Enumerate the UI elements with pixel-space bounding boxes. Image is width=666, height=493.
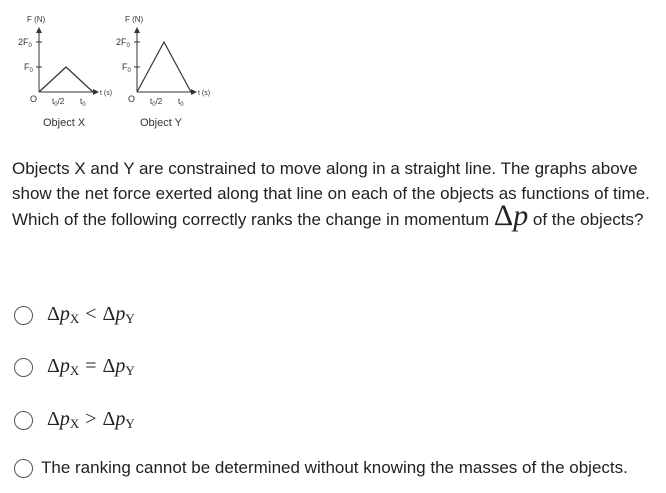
svg-text:F (N) bbox=[27, 15, 46, 24]
tick-label-t0-half: $t_0/2$ bbox=[150, 97, 163, 108]
delta-p-symbol: Δp bbox=[493, 199, 529, 232]
option-4[interactable] bbox=[14, 458, 628, 478]
x-axis-label: t (s) bbox=[100, 90, 113, 97]
tick-label-f0: $F_0$ bbox=[122, 62, 131, 74]
tick-label-2f0: $2F_0$ bbox=[18, 37, 32, 49]
y-axis-label: F (N) bbox=[27, 15, 46, 24]
graph-object-x bbox=[14, 0, 124, 112]
question-body: Objects X and Y are constrained to move along in a straight line. The graphs above show the net force exerted along that line on each of the objects as functions of time. Which of the following correctly ranks the change in momentum bbox=[12, 159, 650, 229]
y-axis-label: F (N) bbox=[125, 15, 144, 24]
question-text bbox=[12, 156, 657, 232]
option-label: $\Delta p_X = \Delta p_Y$ bbox=[47, 355, 135, 378]
tick-label-f0: $F_0$ bbox=[24, 62, 33, 74]
tick-label-t0: $t_0$ bbox=[80, 97, 86, 108]
option-label: $\Delta p_X < \Delta p_Y$ bbox=[47, 303, 135, 326]
caption-object-x: Object X bbox=[43, 117, 86, 129]
svg-text:F (N) bbox=[125, 15, 144, 24]
force-time-graph-y bbox=[112, 0, 222, 112]
radio-button[interactable] bbox=[14, 411, 33, 430]
radio-button[interactable] bbox=[14, 358, 33, 377]
force-curve-y bbox=[137, 42, 191, 92]
tick-label-2f0: $2F_0$ bbox=[116, 37, 130, 49]
tick-label-t0-half: $t_0/2$ bbox=[52, 97, 65, 108]
x-axis-label: t (s) bbox=[198, 90, 211, 97]
option-label: The ranking cannot be determined without knowing the masses of the objects. bbox=[41, 458, 628, 477]
option-3[interactable] bbox=[14, 408, 135, 432]
question-end: of the objects? bbox=[528, 210, 644, 229]
caption-object-y: Object Y bbox=[140, 117, 182, 129]
force-curve-x bbox=[39, 67, 93, 92]
option-label: $\Delta p_X > \Delta p_Y$ bbox=[47, 408, 135, 431]
force-time-graph-x bbox=[14, 0, 124, 112]
graph-object-y bbox=[112, 0, 222, 112]
origin-label: O bbox=[30, 94, 38, 104]
origin-label: O bbox=[128, 94, 136, 104]
option-2[interactable] bbox=[14, 355, 135, 379]
option-1[interactable] bbox=[14, 303, 135, 327]
radio-button[interactable] bbox=[14, 306, 33, 325]
tick-label-t0: $t_0$ bbox=[178, 97, 184, 108]
radio-button[interactable] bbox=[14, 459, 33, 478]
